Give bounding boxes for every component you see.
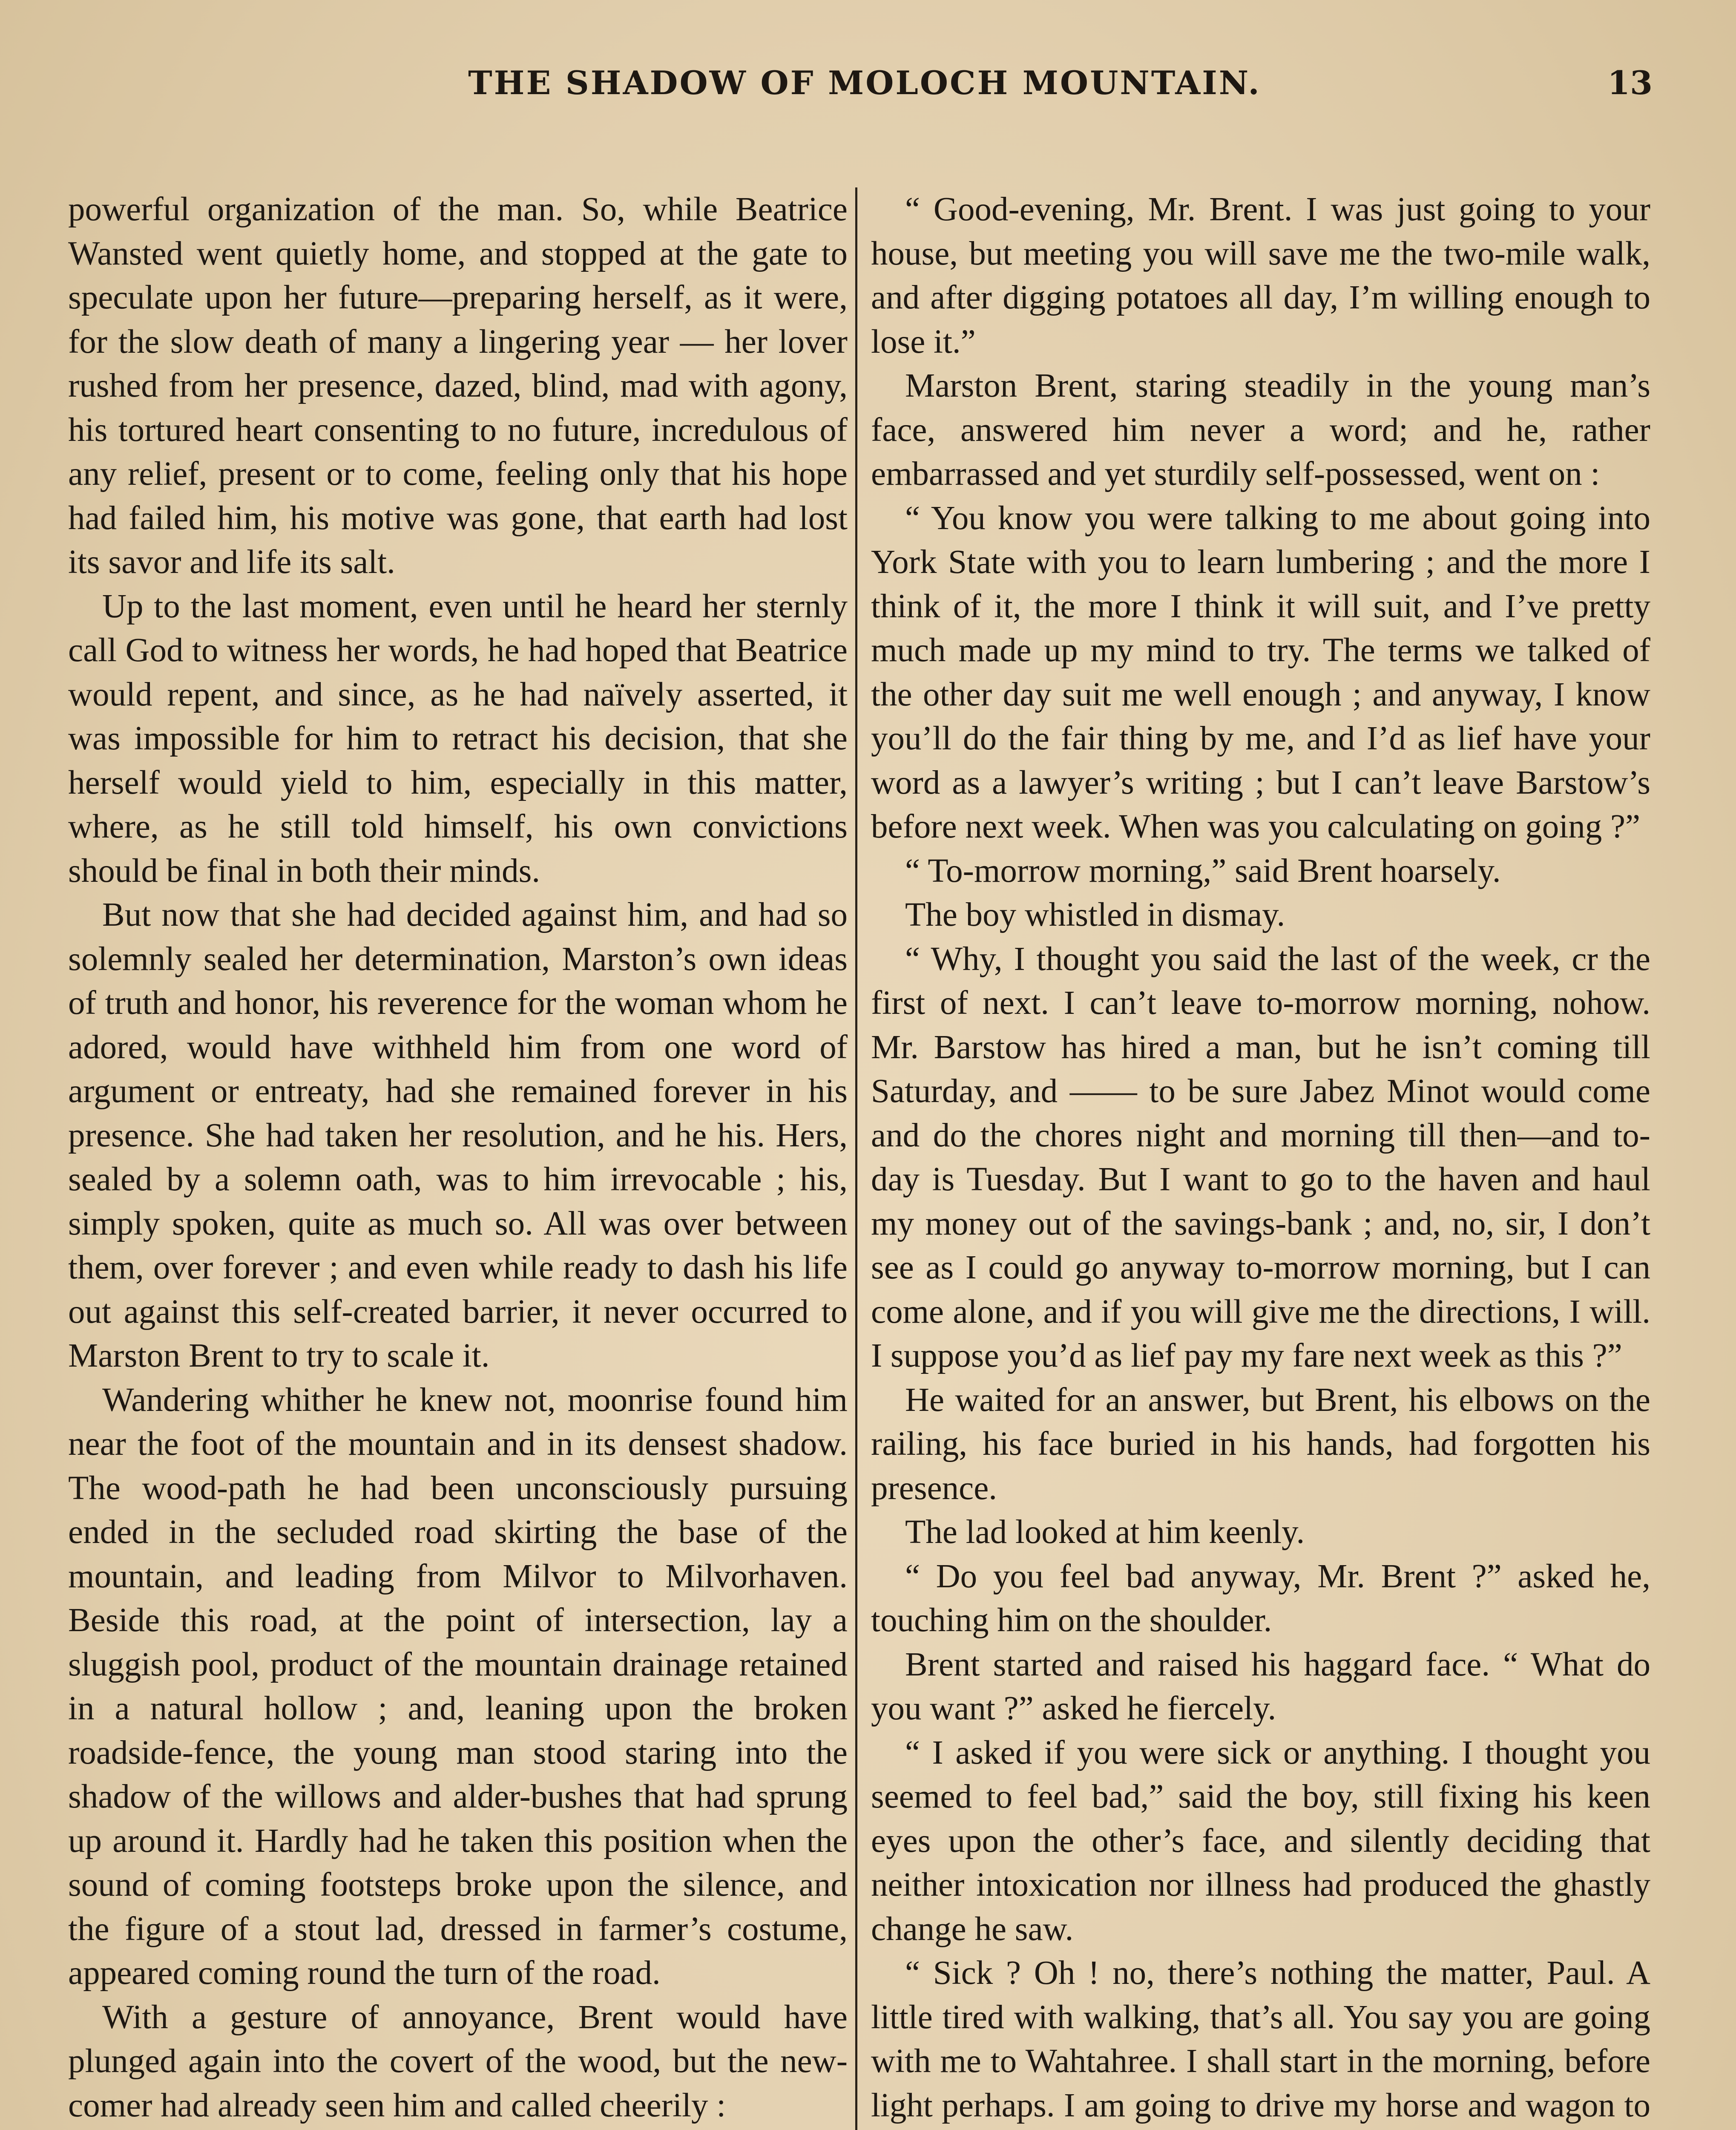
paragraph: He waited for an answer, but Brent, his elbows on the railing, his face buried in his hands, had forgotten his presence.: [871, 1381, 1650, 1507]
paragraph: “ Do you feel bad anyway, Mr. Brent ?” asked he, touching him on the shoulder.: [871, 1557, 1650, 1639]
paragraph: The lad looked at him keenly.: [905, 1514, 1305, 1551]
paragraph: Marston Brent, staring steadily in the young man’s face, answered him never a word; and he, rather embarrassed and yet sturdily self-possessed, went on :: [871, 367, 1650, 492]
paragraph: Brent started and raised his haggard face. “ What do you want ?” asked he fiercely.: [871, 1646, 1650, 1727]
paragraph: “ Why, I thought you said the last of the week, cr the first of next. I can’t leave to-morrow morning, nohow. Mr. Barstow has hired a man, but he isn’t coming till Saturday, and —— to be sure Jabez Minot would come and do the chores night and morning till then—and to-day is Tuesday. But I want to go to the haven and haul my money out of the savings-bank ; and, no, sir, I don’t see as I could go anyway to-morrow morning, but I can come alone, and if you will give me the directions, I will. I suppose you’d as lief pay my fare next week as this ?”: [871, 940, 1650, 1374]
paragraph: “ You know you were talking to me about going into York State with you to learn lumbering ; and the more I think of it, the more I think it will suit, and I’ve pretty much made up my mind to try. The terms we talked of the other day suit me well enough ; and anyway, I know you’ll do the fair thing by me, and I’d as lief have your word as a lawyer’s writing ; but I can’t leave Barstow’s before next week. When was you calculating on going ?”: [871, 499, 1650, 845]
paragraph: “ I asked if you were sick or anything. I thought you seemed to feel bad,” said the boy, still fixing his keen eyes upon the other’s face, and silently deciding that neither intoxication nor illness had produced the ghastly change he saw.: [871, 1734, 1650, 1948]
left-column: [68, 187, 848, 2130]
page-number: 13: [1607, 64, 1653, 102]
right-column: [871, 187, 1650, 2130]
paragraph: But now that she had decided against him, and had so solemnly sealed her determination, Marston’s own ideas of truth and honor, his reverence for the woman whom he adored, would have withheld him from one word of argument or entreaty, had she remained forever in his presence. She had taken her resolution, and he his. Hers, sealed by a solemn oath, was to him irrevocable ; his, simply spoken, quite as much so. All was over between them, over forever ; and even while ready to dash his life out against this self-created barrier, it never occurred to Marston Brent to try to scale it.: [68, 896, 848, 1374]
running-head: [68, 60, 1661, 106]
paragraph: “ To-morrow morning,” said Brent hoarsely.: [905, 852, 1501, 889]
paragraph: powerful organization of the man. So, while Beatrice Wansted went quietly home, and stopped at the gate to speculate upon her future—preparing herself, as it were, for the slow death of many a lingering year — her lover rushed from her presence, dazed, blind, mad with agony, his tortured heart consenting to no future, incredulous of any relief, present or to come, feeling only that his hope had failed him, his motive was gone, that earth had lost its savor and life its salt.: [68, 191, 848, 581]
paragraph: Up to the last moment, even until he heard her sternly call God to witness her words, he had hoped that Beatrice would repent, and since, as he had naïvely asserted, it was impossible for him to retract his decision, that she herself would yield to him, especially in this matter, where, as he still told himself, his own convictions should be final in both their minds.: [68, 587, 848, 889]
paragraph: “ Good-evening, Mr. Brent. I was just going to your house, but meeting you will save me the two-mile walk, and after digging potatoes all day, I’m willing enough to lose it.”: [871, 191, 1650, 360]
paragraph: Wandering whither he knew not, moonrise found him near the foot of the mountain and in its densest shadow. The wood-path he had been unconsciously pursuing ended in the secluded road skirting the base of the mountain, and leading from Milvor to Milvorhaven. Beside this road, at the point of intersection, lay a sluggish pool, product of the mountain drainage retained in a natural hollow ; and, leaning upon the broken roadside-fence, the young man stood staring into the shadow of the willows and alder-bushes that had sprung up around it. Hardly had he taken this position when the sound of coming footsteps broke upon the silence, and the figure of a stout lad, dressed in farmer’s costume, appeared coming round the turn of the road.: [68, 1381, 848, 1992]
running-title: THE SHADOW OF MOLOCH MOUNTAIN.: [468, 64, 1261, 102]
paragraph: With a gesture of annoyance, Brent would have plunged again into the covert of the wood, but the new-comer had already seen him and called cheerily :: [68, 1998, 848, 2124]
paragraph: The boy whistled in dismay.: [905, 896, 1285, 933]
paragraph: “ Sick ? Oh ! no, there’s nothing the matter, Paul. A little tired with walking, that’s all. You say you are going with me to Wahtahree. I shall start in the morning, before light perhaps. I am going to drive my horse and wagon to: [871, 1954, 1650, 2124]
column-divider: [855, 187, 857, 2130]
